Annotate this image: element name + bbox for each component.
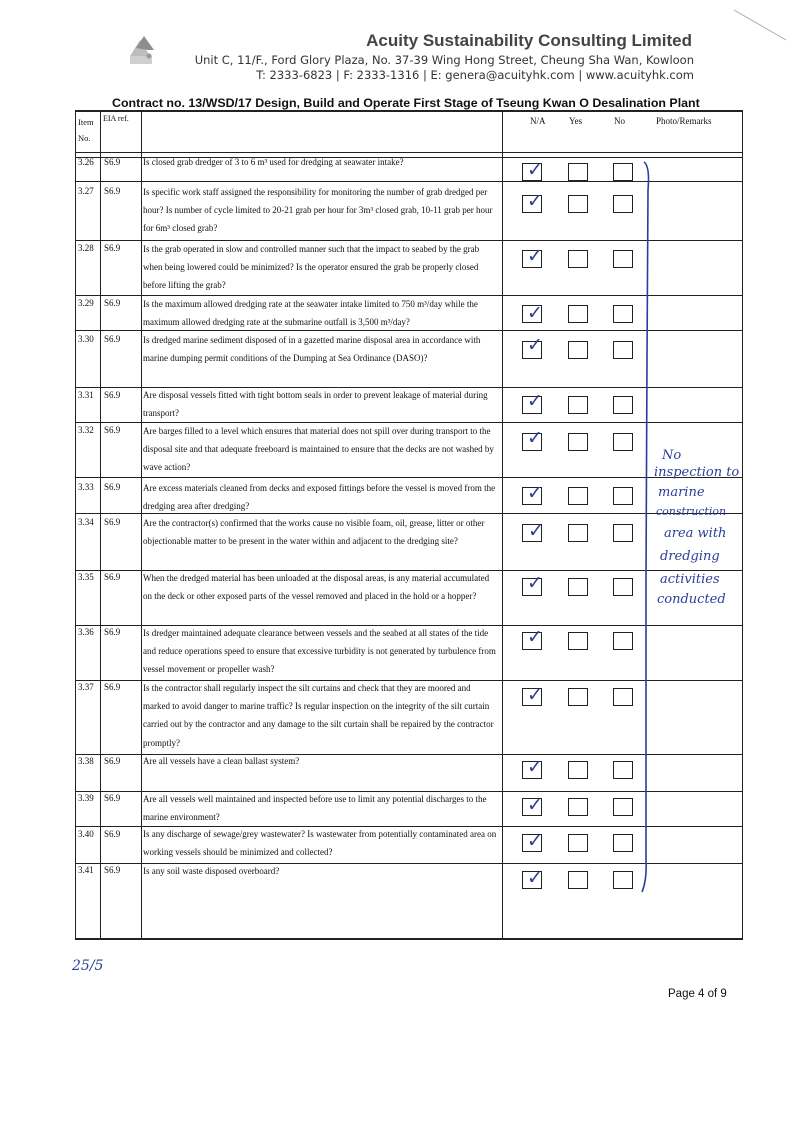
- no-checkbox[interactable]: [613, 761, 633, 779]
- row-eia: S6.9: [104, 627, 121, 637]
- check-mark: ✓: [527, 830, 543, 852]
- check-mark: ✓: [527, 867, 543, 889]
- no-checkbox[interactable]: [613, 396, 633, 414]
- row-question: Are the contractor(s) confirmed that the works cause no visible foam, oil, grease, litter or other objectionable matter to be present in the water within and adjacent to the dredging site?: [143, 518, 485, 547]
- row-eia: S6.9: [104, 157, 121, 167]
- company-name: Acuity Sustainability Consulting Limited: [366, 31, 692, 50]
- row-question: Are all vessels have a clean ballast system?: [143, 756, 300, 766]
- header-eia-ref: EIA ref.: [103, 114, 129, 123]
- row-item: 3.26: [78, 157, 94, 167]
- yes-checkbox[interactable]: [568, 761, 588, 779]
- row-eia: S6.9: [104, 298, 121, 308]
- row-eia: S6.9: [104, 186, 121, 196]
- no-checkbox[interactable]: [613, 871, 633, 889]
- row-eia: S6.9: [104, 756, 121, 766]
- yes-checkbox[interactable]: [568, 487, 588, 505]
- check-mark: ✓: [527, 245, 543, 267]
- row-question: Is closed grab dredger of 3 to 6 m³ used for dredging at seawater intake?: [143, 157, 404, 167]
- check-mark: ✓: [527, 334, 543, 356]
- row-item: 3.27: [78, 186, 94, 196]
- yes-checkbox[interactable]: [568, 396, 588, 414]
- yes-checkbox[interactable]: [568, 524, 588, 542]
- row-eia: S6.9: [104, 517, 121, 527]
- header-item-no: Item No.: [78, 117, 94, 143]
- check-mark: ✓: [527, 190, 543, 212]
- row-question: Is any soil waste disposed overboard?: [143, 866, 280, 876]
- row-question: Are barges filled to a level which ensures that material does not spill over during transport to the disposal site and that adequate freeboard is maintained to ensure that the decks are not washed by wave action?: [143, 426, 494, 473]
- header-photo-remarks: Photo/Remarks: [656, 116, 712, 126]
- no-checkbox[interactable]: [613, 487, 633, 505]
- yes-checkbox[interactable]: [568, 834, 588, 852]
- no-checkbox[interactable]: [613, 163, 633, 181]
- company-contact: T: 2333-6823 | F: 2333-1316 | E: genera@acuityhk.com | www.acuityhk.com: [256, 68, 694, 82]
- check-mark: ✓: [527, 794, 543, 816]
- row-item: 3.41: [78, 865, 94, 875]
- check-mark: ✓: [527, 626, 543, 648]
- row-item: 3.30: [78, 334, 94, 344]
- header-no: No: [614, 116, 625, 126]
- check-mark: ✓: [528, 520, 544, 542]
- yes-checkbox[interactable]: [568, 632, 588, 650]
- row-question: Is the maximum allowed dredging rate at the seawater intake limited to 750 m³/day while the maximum allowed dredging rate at the submarine outfall is 3,500 m³/day?: [143, 299, 478, 328]
- row-item: 3.38: [78, 756, 94, 766]
- check-mark: ✓: [527, 427, 543, 449]
- row-question: Is specific work staff assigned the responsibility for monitoring the number of grab dredged per hour? Is number of cycle limited to 20-21 grab per hour for 3m³ closed grab, 10-11 grab per hour for 6m³ closed grab?: [143, 187, 493, 234]
- yes-checkbox[interactable]: [568, 250, 588, 268]
- header-na: N/A: [530, 116, 546, 126]
- company-logo: [116, 26, 170, 80]
- row-eia: S6.9: [104, 865, 121, 875]
- row-question: When the dredged material has been unloaded at the disposal areas, is any material accumulated on the deck or other exposed parts of the vessel removed and placed in the hold or a hopper?: [143, 573, 490, 602]
- row-item: 3.36: [78, 627, 94, 637]
- row-eia: S6.9: [104, 572, 121, 582]
- scan-mark: [732, 8, 788, 44]
- row-item: 3.28: [78, 243, 94, 253]
- row-item: 3.39: [78, 793, 94, 803]
- remark-line: area with: [664, 526, 727, 541]
- yes-checkbox[interactable]: [568, 341, 588, 359]
- row-question: Are excess materials cleaned from decks and exposed fittings before the vessel is moved from the dredging area after dredging?: [143, 483, 496, 512]
- row-question: Is dredger maintained adequate clearance between vessels and the seabed at all states of the tide and reduce operations speed to ensure that excessive turbidity is not generated by turbulence from vessel movement or propeller wash?: [143, 628, 496, 675]
- check-mark: ✓: [527, 482, 543, 504]
- row-eia: S6.9: [104, 334, 121, 344]
- row-eia: S6.9: [104, 793, 121, 803]
- no-checkbox[interactable]: [613, 834, 633, 852]
- remark-line: No: [662, 448, 682, 463]
- no-checkbox[interactable]: [613, 195, 633, 213]
- remarks-bracket: [640, 160, 660, 895]
- no-checkbox[interactable]: [613, 632, 633, 650]
- check-mark: ✓: [527, 302, 543, 324]
- no-checkbox[interactable]: [613, 688, 633, 706]
- yes-checkbox[interactable]: [568, 163, 588, 181]
- check-mark: ✓: [527, 572, 543, 594]
- row-question: Is dredged marine sediment disposed of in a gazetted marine disposal area in accordance with marine dumping permit conditions of the Dumping at Sea Ordinance (DASO)?: [143, 335, 481, 364]
- row-question: Is the grab operated in slow and controlled manner such that the impact to seabed by the grab when being lowered could be minimized? Is the operator ensured the grab be properly closed before lifting the grab?: [143, 244, 480, 291]
- row-item: 3.32: [78, 425, 94, 435]
- yes-checkbox[interactable]: [568, 433, 588, 451]
- no-checkbox[interactable]: [613, 250, 633, 268]
- yes-checkbox[interactable]: [568, 578, 588, 596]
- row-eia: S6.9: [104, 482, 121, 492]
- row-item: 3.33: [78, 482, 94, 492]
- remark-line: marine: [658, 485, 705, 500]
- row-item: 3.34: [78, 517, 94, 527]
- yes-checkbox[interactable]: [568, 688, 588, 706]
- contract-title: Contract no. 13/WSD/17 Design, Build and Operate First Stage of Tseung Kwan O Desalination Plant: [112, 96, 700, 110]
- check-mark: ✓: [527, 756, 543, 778]
- row-eia: S6.9: [104, 243, 121, 253]
- row-item: 3.35: [78, 572, 94, 582]
- row-item: 3.37: [78, 682, 94, 692]
- row-eia: S6.9: [104, 829, 121, 839]
- remark-line: conducted: [657, 592, 726, 607]
- row-item: 3.31: [78, 390, 94, 400]
- row-eia: S6.9: [104, 390, 121, 400]
- no-checkbox[interactable]: [613, 433, 633, 451]
- row-eia: S6.9: [104, 425, 121, 435]
- remark-line: construction: [656, 505, 727, 518]
- yes-checkbox[interactable]: [568, 305, 588, 323]
- check-mark: ✓: [527, 159, 543, 181]
- row-item: 3.40: [78, 829, 94, 839]
- no-checkbox[interactable]: [613, 578, 633, 596]
- check-mark: ✓: [527, 684, 543, 706]
- remark-line: inspection to: [654, 465, 740, 480]
- pencil-note: 25/5: [72, 958, 104, 974]
- row-question: Is any discharge of sewage/grey wastewater? Is wastewater from potentially contaminated area on working vessels should be minimized and collected?: [143, 829, 497, 858]
- remark-line: activities: [660, 572, 720, 587]
- header-yes: Yes: [569, 116, 583, 126]
- no-checkbox[interactable]: [613, 798, 633, 816]
- row-question: Are all vessels well maintained and inspected before use to limit any potential discharges to the marine environment?: [143, 794, 487, 823]
- no-checkbox[interactable]: [613, 305, 633, 323]
- row-question: Are disposal vessels fitted with tight bottom seals in order to prevent leakage of material during transport?: [143, 390, 488, 419]
- page-number: Page 4 of 9: [668, 988, 727, 1000]
- yes-checkbox[interactable]: [568, 871, 588, 889]
- no-checkbox[interactable]: [613, 524, 633, 542]
- yes-checkbox[interactable]: [568, 195, 588, 213]
- row-eia: S6.9: [104, 682, 121, 692]
- check-mark: ✓: [527, 390, 543, 412]
- yes-checkbox[interactable]: [568, 798, 588, 816]
- company-address: Unit C, 11/F., Ford Glory Plaza, No. 37-39 Wing Hong Street, Cheung Sha Wan, Kowloon: [194, 53, 694, 67]
- remark-line: dredging: [660, 549, 720, 564]
- row-item: 3.29: [78, 298, 94, 308]
- no-checkbox[interactable]: [613, 341, 633, 359]
- row-question: Is the contractor shall regularly inspect the silt curtains and check that they are moored and marked to avoid danger to marine traffic? Is regular inspection on the integrity of the silt curtain carried out by the contractor and any damage to the silt curtain shall be repaired by the contractor promptly?: [143, 683, 494, 748]
